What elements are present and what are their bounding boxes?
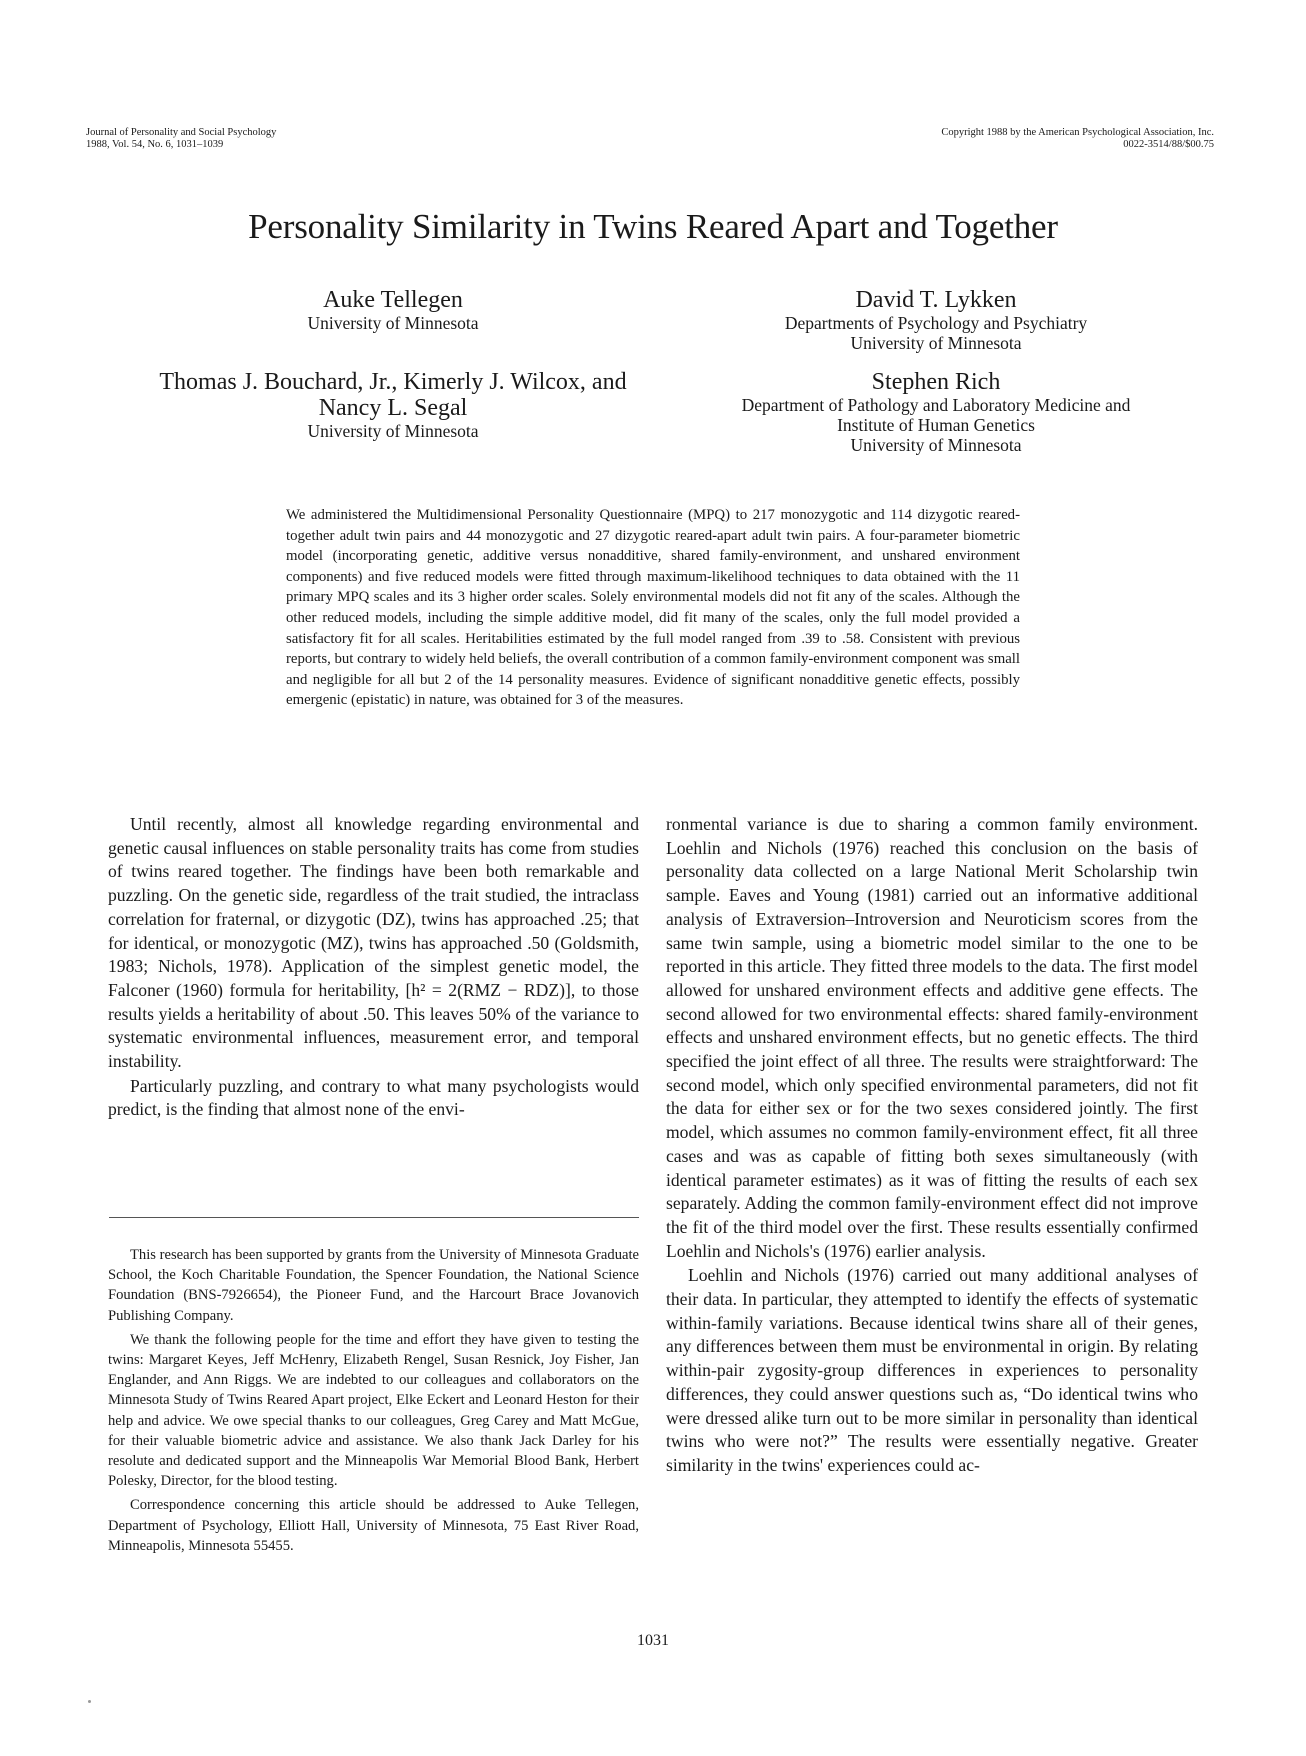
author-names: Thomas J. Bouchard, Jr., Kimerly J. Wilcox, and [159,369,627,395]
author-affiliation: Department of Pathology and Laboratory Medicine and [741,395,1131,415]
abstract: We administered the Multidimensional Personality Questionnaire (MPQ) to 217 monozygotic and 114 dizygotic reared-together adult twin pairs and 44 monozygotic and 27 dizygotic reared-apart adult twin pairs. A four-parameter biometric model (incorporating genetic, additive versus nonadditive, shared family-environment, and unshared environment components) and five reduced models were fitted through maximum-likelihood techniques to data obtained with the 11 primary MPQ scales and its 3 higher order scales. Solely environmental models did not fit any of the scales. Although the other reduced models, including the simple additive model, did fit many of the scales, only the full model provided a satisfactory fit for all scales. Heritabilities estimated by the full model ranged from .39 to .58. Consistent with previous reports, but contrary to widely held beliefs, the overall contribution of a common family-environment component was small and negligible for all but 2 of the 14 personality measures. Evidence of significant nonadditive genetic effects, possibly emergenic (epistatic) in nature, was obtained for 3 of the measures. [286,507,1020,709]
footnote-acknowledgments: We thank the following people for the time and effort they have given to testing the twins: Margaret Keyes, Jeff McHenry, Elizabeth Rengel, Susan Resnick, Joy Fisher, Jan Englander, and Ann Riggs. We are indebted to our colleagues and collaborators on the Minnesota Study of Twins Reared Apart project, Elke Eckert and Leonard Heston for their help and advice. We owe special thanks to our colleagues, Greg Carey and Matt McGue, for their valuable biometric advice and assistance. We also thank Jack Darley for his resolute and dedicated support and the Minneapolis War Memorial Blood Bank, Herbert Polesky, Director, for the blood testing. [108,1331,639,1490]
author-block-tellegen [208,287,578,333]
journal-citation [86,127,276,151]
author-block-bouchard [90,369,696,441]
author-block-lykken [696,287,1176,353]
copyright-notice [941,127,1214,151]
author-affiliation: Institute of Human Genetics [837,415,1035,435]
left-column [108,813,639,1122]
body-paragraph: Particularly puzzling, and contrary to what many psychologists would predict, is the finding that almost none of the envi- [108,1075,639,1120]
journal-volume: 1988, Vol. 54, No. 6, 1031–1039 [86,139,224,150]
author-name: Stephen Rich [871,369,1001,395]
author-names: Nancy L. Segal [318,395,468,421]
footnote-funding: This research has been supported by grants from the University of Minnesota Graduate School, the Koch Charitable Foundation, the Spencer Foundation, the National Science Foundation (BNS-7926654), the Pioneer Fund, and the Harcourt Brace Jovanovich Publishing Company. [108,1247,639,1324]
footnotes [108,1245,639,1560]
author-affiliation: University of Minnesota [850,435,1022,455]
scan-speck [88,1700,91,1703]
journal-name: Journal of Personality and Social Psychology [86,127,277,138]
right-column [666,813,1198,1478]
body-paragraph: Until recently, almost all knowledge regarding environmental and genetic causal influences on stable personality traits has come from studies of twins reared together. The findings have been both remarkable and puzzling. On the genetic side, regardless of the trait studied, the intraclass correlation for fraternal, or dizygotic (DZ), twins has approached .25; that for identical, or monozygotic (MZ), twins has approached .50 (Goldsmith, 1983; Nichols, 1978). Application of the simplest genetic model, the Falconer (1960) formula for heritability, [h² = 2(RMZ − RDZ)], to those results yields a heritability of about .50. This leaves 50% of the variance to systematic environmental influences, measurement error, and temporal instability. [108,814,639,1072]
author-name: Auke Tellegen [323,287,463,313]
author-affiliation: University of Minnesota [307,421,479,441]
footnote-rule [109,1217,639,1218]
body-paragraph: Loehlin and Nichols (1976) carried out many additional analyses of their data. In particular, they attempted to identify the effects of systematic within-family variations. Because identical twins share all of their genes, any differences between them must be environmental in origin. By relating within-pair zygosity-group differences in experiences to personality differences, they could answer questions such as, “Do identical twins who were dressed alike turn out to be more similar in personality than identical twins who were not?” The results were essentially negative. Greater similarity in the twins' experiences could ac- [666,1265,1198,1475]
footnote-correspondence: Correspondence concerning this article should be addressed to Auke Tellegen, Department of Psychology, Elliott Hall, University of Minnesota, 75 East River Road, Minneapolis, Minnesota 55455. [108,1497,639,1554]
page-number: 1031 [637,1632,669,1649]
copyright-line: Copyright 1988 by the American Psychological Association, Inc. [941,127,1214,138]
article-title: Personality Similarity in Twins Reared Apart and Together [248,207,1058,246]
author-affiliation: University of Minnesota [307,313,479,333]
author-affiliation: University of Minnesota [850,333,1022,353]
author-name: David T. Lykken [855,287,1017,313]
issn-price: 0022-3514/88/$00.75 [1123,139,1214,150]
body-paragraph: ronmental variance is due to sharing a common family environment. Loehlin and Nichols (1976) reached this conclusion on the basis of personality data collected on a large National Merit Scholarship twin sample. Eaves and Young (1981) carried out an informative additional analysis of Extraversion–Introversion and Neuroticism scores from the same twin sample, using a biometric model similar to the one to be reported in this article. They fitted three models to the data. The first model allowed for unshared environment effects and additive gene effects. The second allowed for two environmental effects: shared family-environment effects and unshared environment effects, but no genetic effects. The third specified the joint effect of all three. The results were straightforward: The second model, which only specified environmental parameters, did not fit the data for either sex or for the two sexes considered jointly. The first model, which assumes no common family-environment effect, fit all three cases and was as capable of fitting both sexes simultaneously (with identical parameter estimates) as it was of fitting the results of each sex separately. Adding the common family-environment effect did not improve the fit of the third model over the first. These results essentially confirmed Loehlin and Nichols's (1976) earlier analysis. [666,814,1198,1261]
author-affiliation: Departments of Psychology and Psychiatry [784,313,1088,333]
author-block-rich [696,369,1176,455]
